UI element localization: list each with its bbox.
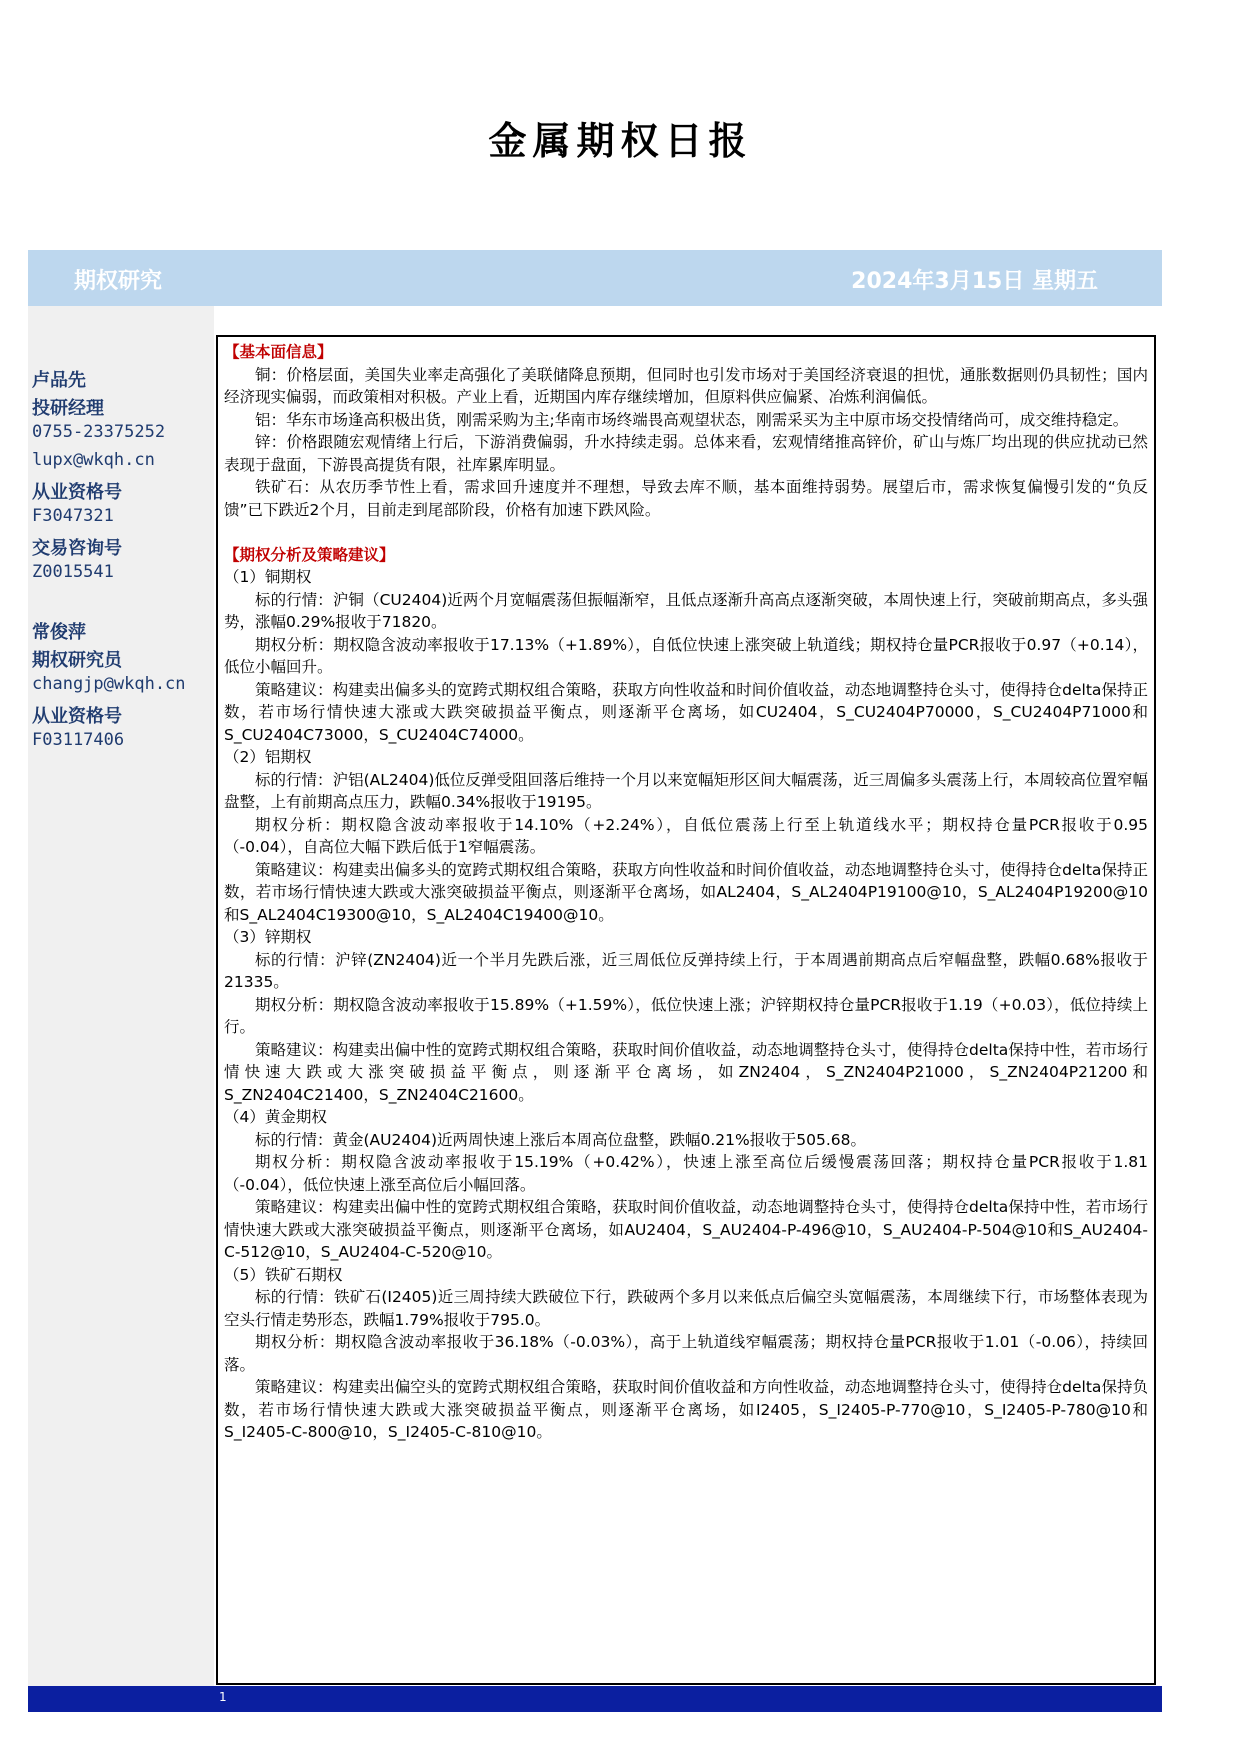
options-paragraph: 期权分析：期权隐含波动率报收于15.19%（+0.42%），快速上涨至高位后缓慢震荡回落；期权持仓量PCR报收于1.81（-0.04），低位快速上涨至高位后小幅回落。 [224,1153,1148,1194]
author-sidebar [28,306,214,1686]
consulting-label: 交易咨询号 [32,538,122,559]
aluminum-fundamentals: 铝：华东市场逢高积极出货，刚需采购为主;华南市场终端畏高观望状态，刚需采买为主中原市场交投情绪尚可，成交维持稳定。 [255,410,1129,429]
copper-fundamentals: 铜：价格层面，美国失业率走高强化了美联储降息预期，但同时也引发市场对于美国经济衰退的担忧，通胀数据则仍具韧性；国内经济现实偏弱，而政策相对积极。产业上看，近期国内库存继续增加，但原料供应偏紧、冶炼利润偏低。 [224,365,1148,406]
strategy-paragraph: 策略建议：构建卖出偏空头的宽跨式期权组合策略，获取时间价值收益和方向性收益，动态地调整持仓头寸，使得持仓delta保持负数，若市场行情快速大跌或大涨突破损益平衡点，则逐渐平仓离场，如I2405，S_I2405-P-770@10，S_I2405-P-780@10和S_I2405-C-800@10，S_I2405-C-810@10。 [224,1378,1148,1441]
qualification-number: F3047321 [32,506,114,526]
author-email: lupx@wkqh.cn [32,450,155,470]
market-paragraph: 标的行情：黄金(AU2404)近两周快速上涨后本周高位盘整，跌幅0.21%报收于505.68。 [255,1130,866,1149]
copper-section-title: （1）铜期权 [224,568,312,586]
footer-bar [28,1686,1162,1712]
qualification-number: F03117406 [32,730,125,750]
qualification-label: 从业资格号 [32,482,122,503]
iron-ore-fundamentals: 铁矿石：从农历季节性上看，需求回升速度并不理想，导致去库不顺，基本面维持弱势。展望后市，需求恢复偏慢引发的“负反馈”已下跌近2个月，目前走到尾部阶段，价格有加速下跌风险。 [224,478,1148,519]
options-paragraph: 期权分析：期权隐含波动率报收于14.10%（+2.24%），自低位震荡上行至上轨道线水平；期权持仓量PCR报收于0.95（-0.04），自高位大幅下跌后低于1窄幅震荡。 [224,815,1148,856]
options-paragraph: 期权分析：期权隐含波动率报收于36.18%（-0.03%），高于上轨道线窄幅震荡；期权持仓量PCR报收于1.01（-0.06），持续回落。 [224,1333,1148,1374]
options-paragraph: 期权分析：期权隐含波动率报收于15.89%（+1.59%），低位快速上涨；沪锌期权持仓量PCR报收于1.19（+0.03），低位持续上行。 [224,995,1148,1036]
gold-section-title: （4）黄金期权 [224,1108,327,1126]
fundamentals-heading: 【基本面信息】 [224,343,333,361]
market-paragraph: 标的行情：沪铝(AL2404)低位反弹受阻回落后维持一个月以来宽幅矩形区间大幅震荡，近三周偏多头震荡上行，本周较高位置窄幅盘整，上有前期高点压力，跌幅0.34%报收于19195。 [224,770,1148,811]
options-paragraph: 期权分析：期权隐含波动率报收于17.13%（+1.89%），自低位快速上涨突破上轨道线；期权持仓量PCR报收于0.97（+0.14），低位小幅回升。 [224,635,1148,676]
author-title: 期权研究员 [32,650,122,671]
consulting-number: Z0015541 [32,562,114,582]
iron-ore-section-title: （5）铁矿石期权 [224,1265,343,1284]
strategy-paragraph: 策略建议：构建卖出偏中性的宽跨式期权组合策略，获取时间价值收益，动态地调整持仓头寸，使得持仓delta保持中性，若市场行情快速大跌或大涨突破损益平衡点，则逐渐平仓离场，如ZN2404，S_ZN2404P21000，S_ZN2404P21200和S_ZN2404C21400，S_ZN2404C21600。 [224,1040,1148,1104]
market-paragraph: 标的行情：铁矿石(I2405)近三周持续大跌破位下行，跌破两个多月以来低点后偏空头宽幅震荡，本周继续下行，市场整体表现为空头行情走势形态，跌幅1.79%报收于795.0。 [224,1288,1148,1329]
section-label: 期权研究 [74,269,163,294]
author-name: 卢品先 [32,370,86,391]
qualification-label: 从业资格号 [32,706,122,727]
market-paragraph: 标的行情：沪锌(ZN2404)近一个半月先跌后涨，近三周低位反弹持续上行，于本周遇前期高点后窄幅盘整，跌幅0.68%报收于21335。 [224,950,1148,991]
page-number: 1 [219,1690,227,1704]
author-name: 常俊萍 [32,622,86,643]
zinc-fundamentals: 锌：价格跟随宏观情绪上行后，下游消费偏弱，升水持续走弱。总体来看，宏观情绪推高锌价，矿山与炼厂均出现的供应扰动已然表现于盘面，下游畏高提货有限，社库累库明显。 [224,433,1148,474]
report-body [216,335,1156,1685]
report-title: 金属期权日报 [488,118,753,163]
header-banner [28,250,1162,306]
author-title: 投研经理 [32,398,104,419]
zinc-section-title: （3）锌期权 [224,928,312,946]
author-email: changjp@wkqh.cn [32,674,186,694]
market-paragraph: 标的行情：沪铜（CU2404)近两个月宽幅震荡但振幅渐窄，且低点逐渐升高高点逐渐突破，本周快速上行，突破前期高点，多头强势，涨幅0.29%报收于71820。 [224,590,1148,631]
analysis-heading: 【期权分析及策略建议】 [224,545,395,564]
strategy-paragraph: 策略建议：构建卖出偏多头的宽跨式期权组合策略，获取方向性收益和时间价值收益，动态地调整持仓头寸，使得持仓delta保持正数，若市场行情快速大涨或大跌突破损益平衡点，则逐渐平仓离场，如CU2404，S_CU2404P70000，S_CU2404P71000和S_CU2404C73000，S_CU2404C74000。 [224,680,1148,744]
strategy-paragraph: 策略建议：构建卖出偏多头的宽跨式期权组合策略，获取方向性收益和时间价值收益，动态地调整持仓头寸，使得持仓delta保持正数，若市场行情快速大跌或大涨突破损益平衡点，则逐渐平仓离场，如AL2404，S_AL2404P19100@10，S_AL2404P19200@10和S_AL2404C19300@10，S_AL2404C19400@10。 [224,860,1148,924]
report-date: 2024年3月15日 星期五 [851,269,1098,294]
author-phone: 0755-23375252 [32,422,166,442]
strategy-paragraph: 策略建议：构建卖出偏中性的宽跨式期权组合策略，获取时间价值收益，动态地调整持仓头寸，使得持仓delta保持中性，若市场行情快速大跌或大涨突破损益平衡点，则逐渐平仓离场，如AU2404，S_AU2404-P-496@10，S_AU2404-P-504@10和S_AU2404-C-512@10，S_AU2404-C-520@10。 [224,1198,1148,1261]
aluminum-section-title: （2）铝期权 [224,748,312,766]
